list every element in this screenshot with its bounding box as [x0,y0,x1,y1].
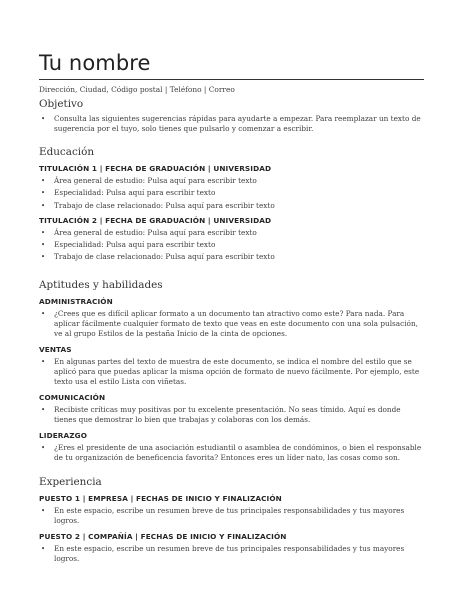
list-item[interactable] [39,201,424,211]
list-item[interactable] [39,506,424,526]
list-item-text: Área general de estudio: Pulsa aquí para escribir texto [54,176,257,185]
job-1-heading[interactable]: PUESTO 1 | EMPRESA | FECHAS DE INICIO Y FINALIZACIÓN [39,494,282,503]
objective-list [39,114,424,134]
list-item-text: ¿Crees que es difícil aplicar formato a un documento tan atractivo como este? Para nada. Para aplicar fácilmente cualquier formato de texto que veas en este documento con una sola pulsación, ve al grupo Estilos de la pestaña Inicio de la cinta de opciones. [54,309,418,338]
list-item-text: Especialidad: Pulsa aquí para escribir texto [54,239,216,249]
education-section [39,146,424,262]
list-item-text: En este espacio, escribe un resumen breve de tus principales responsabilidades y tus mayores logros. [54,544,405,563]
degree-2-list [39,228,424,263]
bullet-icon: • [41,310,46,318]
skill-leadership-list [39,443,424,463]
job-2-heading[interactable]: PUESTO 2 | COMPAÑÍA | FECHAS DE INICIO Y FINALIZACIÓN [39,532,287,541]
skill-communication-heading[interactable]: COMUNICACIÓN [39,393,106,402]
list-item-text: En algunas partes del texto de muestra de este documento, se indica el nombre del estilo que se aplicó para que puedas aplicar la misma opción de formato de nuevo fácilmente. Por ejemplo, este texto usa el estilo Lista con viñetas. [54,357,420,386]
objective-text: Consulta las siguientes sugerencias rápidas para ayudarte a empezar. Para reemplazar un texto de sugerencia por el tuyo, solo tienes que pulsarlo y comenzar a escribir. [54,114,421,133]
bullet-icon: • [41,358,46,366]
bullet-icon: • [41,406,46,414]
degree-1-heading[interactable]: TITULACIÓN 1 | FECHA DE GRADUACIÓN | UNIVERSIDAD [39,164,272,173]
bullet-icon: • [41,177,46,185]
resume-name[interactable]: Tu nombre [39,51,151,75]
bullet-icon: • [41,189,46,198]
bullet-icon: • [41,201,46,210]
skill-administration-list [39,309,424,339]
list-item-text: ¿Eres el presidente de una asociación estudiantil o asamblea de condóminos, o bien el responsable de tu organización de beneficencia favorita? Entonces eres un líder nato, las cosas como son. [54,443,422,462]
list-item-text: Trabajo de clase relacionado: Pulsa aquí para escribir texto [54,200,275,210]
job-1-list [39,506,424,526]
experience-section [39,476,424,564]
contact-line[interactable]: Dirección, Ciudad, Código postal | Teléfono | Correo [39,85,235,94]
list-item[interactable] [39,544,424,564]
list-item[interactable] [39,188,424,198]
list-item[interactable] [39,357,424,387]
bullet-icon: • [41,545,46,553]
bullet-icon: • [41,240,46,249]
bullet-icon: • [41,444,46,452]
header-divider [39,79,424,80]
skill-sales-heading[interactable]: VENTAS [39,345,72,354]
list-item[interactable] [39,228,424,238]
bullet-icon: • [41,115,46,123]
objective-title[interactable]: Objetivo [39,98,84,110]
bullet-icon: • [41,253,46,262]
list-item[interactable] [39,443,424,463]
skills-section [39,279,424,463]
list-item-text: Especialidad: Pulsa aquí para escribir texto [54,188,216,198]
list-item-text: En este espacio, escribe un resumen breve de tus principales responsabilidades y tus mayores logros. [54,506,405,525]
degree-1-list [39,176,424,211]
resume-header [39,44,424,95]
list-item-text: Recibiste críticas muy positivas por tu excelente presentación. No seas tímido. Aquí es donde tienes que demostrar lo bien que trabajas y colaboras con los demás. [54,405,401,424]
list-item-text: Área general de estudio: Pulsa aquí para escribir texto [54,227,257,237]
education-title[interactable]: Educación [39,146,95,158]
skill-communication-list [39,405,424,425]
job-2-list [39,544,424,564]
skills-title[interactable]: Aptitudes y habilidades [39,279,163,291]
objective-section [39,98,424,134]
experience-title[interactable]: Experiencia [39,476,102,488]
skill-sales-list [39,357,424,387]
list-item[interactable] [39,114,424,134]
degree-2-heading[interactable]: TITULACIÓN 2 | FECHA DE GRADUACIÓN | UNIVERSIDAD [39,215,272,225]
skill-administration-heading[interactable]: ADMINISTRACIÓN [39,297,113,306]
list-item[interactable] [39,309,424,339]
list-item[interactable] [39,176,424,186]
list-item[interactable] [39,252,424,262]
list-item[interactable] [39,405,424,425]
list-item-text: Trabajo de clase relacionado: Pulsa aquí para escribir texto [54,252,275,262]
list-item[interactable] [39,240,424,250]
skill-leadership-heading[interactable]: LIDERAZGO [39,431,88,440]
bullet-icon: • [41,507,46,515]
bullet-icon: • [41,228,46,237]
